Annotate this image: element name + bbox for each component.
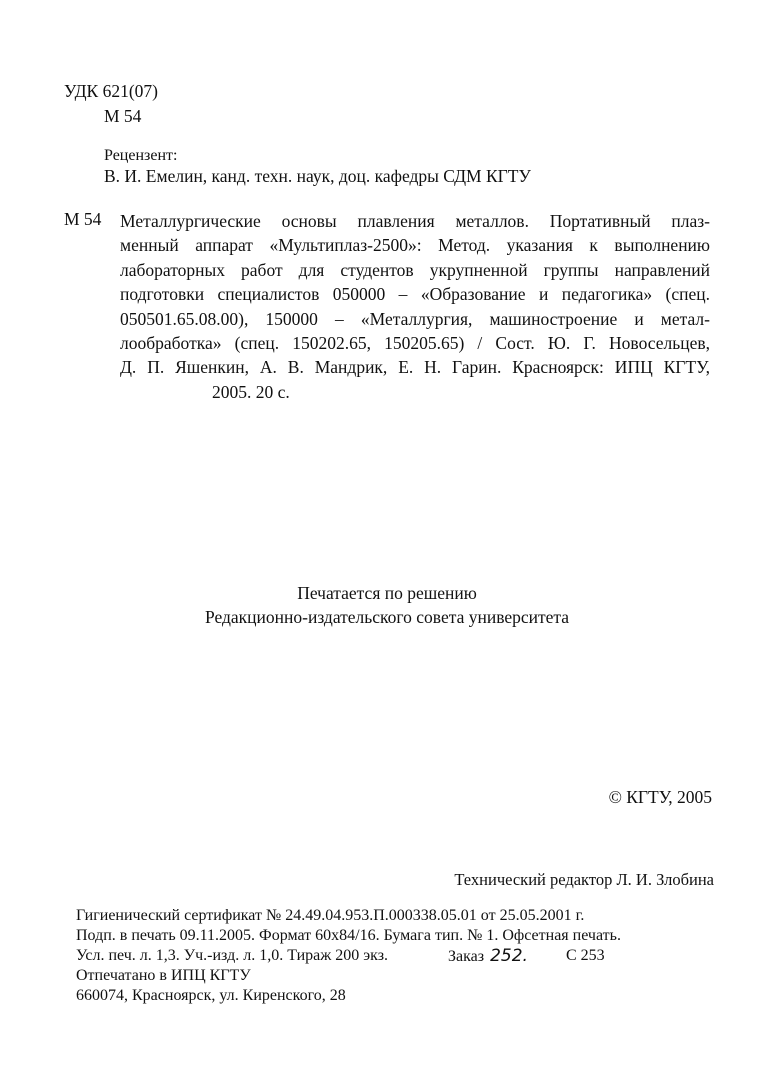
print-decision-line-2: Редакционно-издательского совета университета xyxy=(204,607,570,627)
order-label: Заказ xyxy=(448,948,485,965)
bibliography-line: Д. П. Яшенкин, А. В. Мандрик, Е. Н. Гарин. Красноярск: ИПЦ КГТУ, xyxy=(120,357,710,378)
bibliography-line: Металлургические основы плавления металлов. Портативный плаз- xyxy=(120,211,710,231)
imprint-c-code: С 253 xyxy=(566,947,605,964)
reviewer-heading: Рецензент: xyxy=(104,147,178,164)
bibliography-description xyxy=(120,209,710,404)
order-field xyxy=(448,946,528,967)
imprint-signed: Подп. в печать 09.11.2005. Формат 60x84/16. Бумага тип. № 1. Офсетная печать. xyxy=(76,927,621,944)
imprint-volume: Усл. печ. л. 1,3. Уч.-изд. л. 1,0. Тираж 200 экз. xyxy=(76,947,389,964)
bibliography-author-mark: М 54 xyxy=(64,209,102,229)
bibliography-line: лабораторных работ для студентов укрупненной группы направлений xyxy=(120,259,710,280)
bibliography-line: 050501.65.08.00), 150000 – «Металлургия, машиностроение и метал- xyxy=(120,308,710,329)
imprint-certificate: Гигиенический сертификат № 24.49.04.953.П.000338.05.01 от 25.05.2001 г. xyxy=(76,907,585,924)
imprint-block xyxy=(76,906,621,1006)
author-mark: М 54 xyxy=(104,106,142,126)
bibliography-line: подготовки специалистов 050000 – «Образование и педагогика» (спец. xyxy=(120,284,710,305)
udk-index: УДК 621(07) xyxy=(64,81,159,101)
imprint-address: 660074, Красноярск, ул. Киренского, 28 xyxy=(76,987,346,1004)
reviewer-name: В. И. Емелин, канд. техн. наук, доц. кафедры СДМ КГТУ xyxy=(104,166,531,186)
technical-editor: Технический редактор Л. И. Злобина xyxy=(454,870,714,889)
order-number-handwritten: 252. xyxy=(490,946,528,966)
imprint-volume-line xyxy=(76,946,621,966)
bibliography-line: менный аппарат «Мультиплаз-2500»: Метод. указания к выполнению xyxy=(120,235,710,256)
bibliography-line: лообработка» (спец. 150202.65, 150205.65) / Сост. Ю. Г. Новосельцев, xyxy=(120,332,710,353)
copyright-notice: © КГТУ, 2005 xyxy=(608,787,712,807)
print-decision-line-1: Печатается по решению xyxy=(297,583,477,603)
bibliography-line: 2005. 20 с. xyxy=(212,381,290,402)
imprint-printed-at: Отпечатано в ИПЦ КГТУ xyxy=(76,967,251,984)
print-decision xyxy=(0,581,774,629)
